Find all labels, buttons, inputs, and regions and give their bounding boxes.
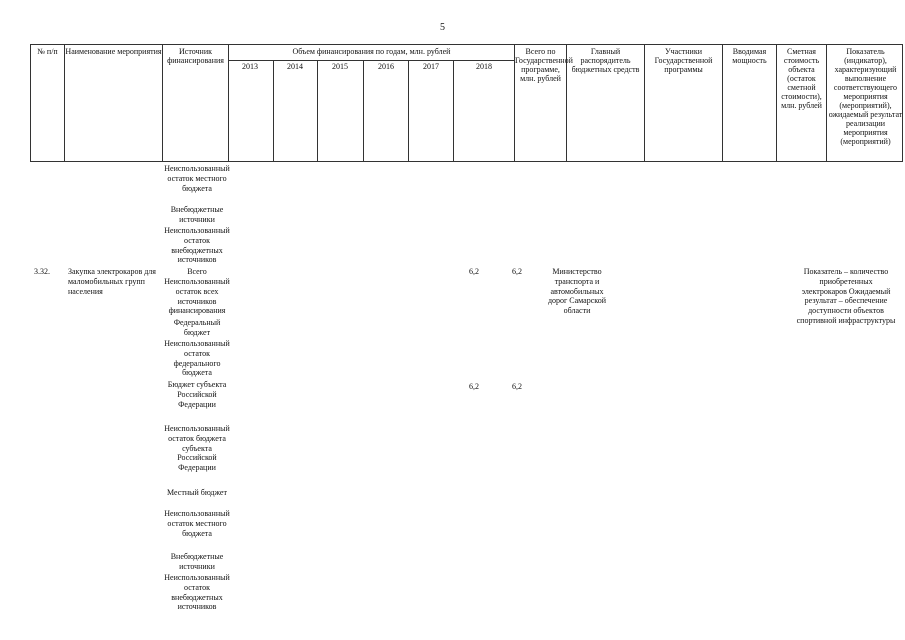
year-2013: 2013: [242, 62, 258, 71]
source-top-3: Неиспользованный остаток внебюджетных источников: [164, 226, 230, 265]
source-unused-local: Неиспользованный остаток местного бюджета: [164, 509, 230, 538]
value-all-total: 6,2: [512, 267, 522, 276]
row-num: 3.32.: [34, 267, 50, 276]
source-unused-federal: Неиспользованный остаток федерального бюджета: [164, 339, 230, 378]
header-name: Наименование мероприятия: [65, 45, 163, 161]
source-all: Всего: [187, 267, 207, 276]
year-2014: 2014: [287, 62, 303, 71]
header-participants: Участники Государственной программы: [645, 45, 723, 161]
value-all-regional: 6,2: [512, 382, 522, 391]
source-top-2: Внебюджетные источники: [170, 205, 224, 224]
header-total: Всего по Государственной программе, млн. рублей: [515, 45, 567, 161]
source-extra: Внебюджетные источники: [170, 552, 224, 571]
year-2018: 2018: [476, 62, 492, 71]
row-indicator: Показатель – количество приобретенных электрокаров Ожидаемый результат – обеспечение доступности объектов спортивной инфраструктуры: [796, 267, 896, 325]
year-2015: 2015: [332, 62, 348, 71]
header-source: Источник финансирования: [163, 45, 229, 161]
header-indicator: Показатель (индикатор), характеризующий выполнение соответствующего мероприятия (мероприятий), ожидаемый результат реализации мероприятия (мероприятий): [828, 47, 903, 146]
row-name: Закупка электрокаров для маломобильных групп населения: [68, 267, 156, 296]
header-funding: Объем финансирования по годам, млн. рублей: [229, 45, 515, 161]
value-2018-total: 6,2: [469, 267, 479, 276]
year-2016: 2016: [378, 62, 394, 71]
header-main-manager: Главный распорядитель бюджетных средств: [567, 45, 645, 161]
page-number: 5: [440, 22, 445, 33]
source-top-1: Неиспользованный остаток местного бюджета: [164, 164, 230, 193]
year-2017: 2017: [423, 62, 439, 71]
header-capacity: Вводимая мощность: [723, 45, 777, 161]
source-unused-extra: Неиспользованный остаток внебюджетных источников: [164, 573, 230, 612]
source-local: Местный бюджет: [167, 488, 227, 497]
value-2018-regional: 6,2: [469, 382, 479, 391]
source-unused-regional: Неиспользованный остаток бюджета субъекта Российской Федерации: [164, 424, 230, 473]
row-manager: Министерство транспорта и автомобильных дорог Самарской области: [547, 267, 607, 316]
header-estimate: Сметная стоимость объекта (остаток сметной стоимости), млн. рублей: [777, 45, 827, 161]
source-federal: Федеральный бюджет: [173, 318, 221, 337]
source-regional: Бюджет субъекта Российской Федерации: [167, 380, 227, 409]
header-num: № п/п: [31, 45, 65, 161]
year-row: [228, 60, 514, 71]
source-unused-all: Неиспользованный остаток всех источников финансирования: [164, 277, 230, 316]
